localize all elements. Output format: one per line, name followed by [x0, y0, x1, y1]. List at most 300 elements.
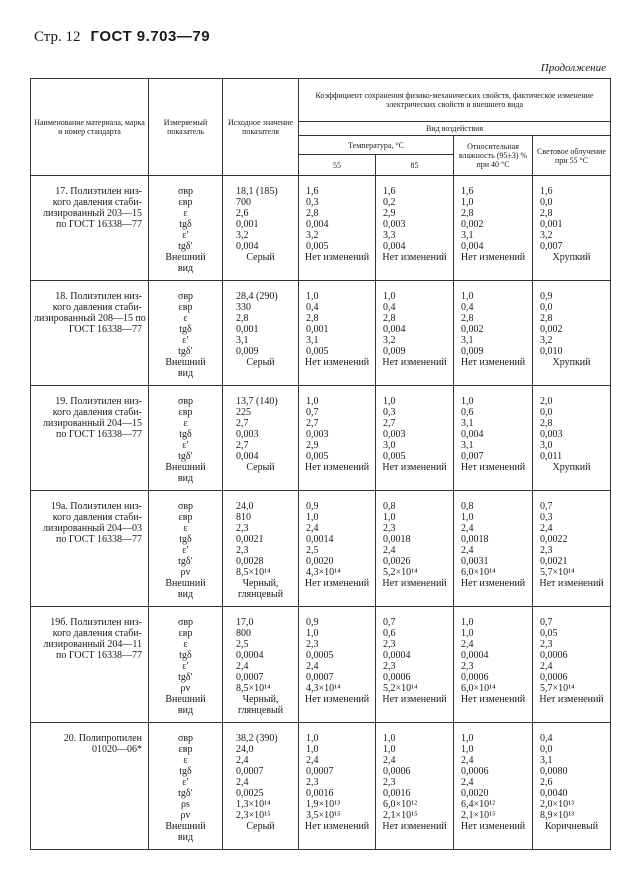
value-light-line: Нет изменений — [539, 694, 604, 705]
value-t85-line: 2,7 — [383, 418, 396, 429]
value-light-line: 2,0×10¹³ — [540, 799, 575, 810]
table-body — [31, 176, 611, 850]
value-t55-line: 1,0 — [306, 512, 319, 523]
value-humidity-line: 2,4 — [461, 777, 474, 788]
value-light-line: 5,7×10¹⁴ — [540, 683, 575, 694]
value-light-line: 0,001 — [540, 219, 563, 230]
value-t85-line: 0,0018 — [383, 534, 411, 545]
value-t55-line: 2,3 — [306, 639, 319, 650]
indicator-list-line: вид — [177, 473, 194, 484]
material-name-line: кого давления стаби- — [52, 512, 142, 523]
value-t85-line: Нет изменений — [382, 357, 447, 368]
material-name-line: по ГОСТ 16338—77 — [55, 650, 142, 661]
value-humidity-line: 2,1×10¹⁵ — [461, 810, 496, 821]
indicator-list-line: εвр — [178, 197, 193, 208]
value-t55 — [299, 723, 376, 850]
indicator-list — [149, 176, 223, 281]
header-light: Световое облучение при 55 °С — [533, 136, 611, 176]
initial-value-line: Серый — [246, 462, 275, 473]
initial-value-line: 17,0 — [236, 617, 254, 628]
initial-value-line: глянцевый — [237, 705, 284, 716]
value-humidity-line: Нет изменений — [460, 821, 526, 832]
value-t55-line: 2,8 — [306, 208, 319, 219]
table-row — [31, 176, 611, 281]
value-humidity-line: 0,009 — [461, 346, 484, 357]
value-light-line: Хрупкий — [552, 357, 591, 368]
value-light-line: 0,4 — [540, 733, 553, 744]
value-humidity-line: 6,0×10¹⁴ — [461, 683, 496, 694]
indicator-list-line: tgδ — [179, 429, 192, 440]
initial-value-line: 8,5×10¹⁴ — [236, 567, 271, 578]
value-t85-line: 2,3 — [383, 661, 396, 672]
indicator-list-line: ρs — [181, 799, 190, 810]
value-humidity — [454, 176, 533, 281]
value-humidity-line: 3,1 — [461, 418, 474, 429]
material-name-line: 01020—06* — [92, 744, 142, 755]
material-name-line: лизированный 208—15 по — [34, 313, 146, 324]
value-t55-line: 1,0 — [306, 744, 319, 755]
initial-value-line: 0,001 — [236, 324, 259, 335]
table-row — [31, 723, 611, 850]
value-humidity — [454, 281, 533, 386]
value-t55-line: 4,3×10¹⁴ — [306, 567, 341, 578]
value-t85-line: 3,2 — [383, 335, 396, 346]
value-humidity-line: 1,0 — [461, 617, 474, 628]
value-light-line: 3,0 — [540, 440, 553, 451]
value-t55-line: Нет изменений — [304, 578, 370, 589]
value-light-line: 2,6 — [540, 777, 553, 788]
material-name-line: кого давления стаби- — [52, 197, 142, 208]
material-name-line: лизированный 203—15 — [43, 208, 142, 219]
value-t55-line: 3,1 — [306, 335, 319, 346]
value-humidity-line: Нет изменений — [460, 357, 526, 368]
value-light-line: 0,0 — [540, 744, 553, 755]
initial-value-line: 2,6 — [236, 208, 249, 219]
value-humidity-line: 0,0031 — [461, 556, 489, 567]
indicator-list-line: вид — [177, 263, 194, 274]
value-light-line: 2,8 — [540, 418, 553, 429]
value-humidity-line: 1,0 — [461, 396, 474, 407]
value-light — [533, 176, 611, 281]
value-t85-line: 2,3 — [383, 523, 396, 534]
indicator-list-line: tgδ′ — [178, 241, 193, 252]
value-t85-line: 2,4 — [383, 545, 396, 556]
value-light-line: 0,0 — [540, 407, 553, 418]
material-name-line: по ГОСТ 16338—77 — [55, 534, 142, 545]
indicator-list-line: tgδ′ — [178, 451, 193, 462]
value-light-line: 3,2 — [540, 335, 553, 346]
indicator-list-line: Внешний — [165, 578, 206, 589]
initial-value — [223, 491, 299, 607]
value-humidity-line: 1,0 — [461, 744, 474, 755]
indicator-list-line: ε — [183, 208, 188, 219]
indicator-list — [149, 281, 223, 386]
value-t55 — [299, 176, 376, 281]
value-humidity-line: 0,0004 — [461, 650, 489, 661]
value-light-line: 0,7 — [540, 501, 553, 512]
value-humidity-line: 0,002 — [461, 219, 484, 230]
value-light-line: 5,7×10¹⁴ — [540, 567, 575, 578]
value-t85-line: Нет изменений — [382, 578, 447, 589]
initial-value — [223, 281, 299, 386]
value-t55-line: 2,5 — [306, 545, 319, 556]
value-light — [533, 723, 611, 850]
value-humidity-line: 3,1 — [461, 230, 474, 241]
value-light-line: 2,4 — [540, 523, 553, 534]
value-light-line: 2,0 — [540, 396, 553, 407]
initial-value-line: 800 — [236, 628, 251, 639]
value-humidity-line: 2,4 — [461, 523, 474, 534]
initial-value-line: глянцевый — [237, 589, 284, 600]
initial-value-line: 1,3×10¹⁴ — [236, 799, 271, 810]
material-name — [31, 386, 149, 491]
initial-value — [223, 176, 299, 281]
value-humidity-line: 3,1 — [461, 335, 474, 346]
material-name-line: 19. Полиэтилен низ- — [55, 396, 142, 407]
value-t55-line: Нет изменений — [304, 694, 370, 705]
initial-value-line: 0,0021 — [236, 534, 264, 545]
value-t85-line: 2,8 — [383, 313, 396, 324]
initial-value-line: 330 — [236, 302, 251, 313]
indicator-list-line: Внешний — [165, 694, 206, 705]
indicator-list-line: Внешний — [165, 821, 206, 832]
value-t55 — [299, 281, 376, 386]
indicator-list-line: tgδ′ — [178, 672, 193, 683]
initial-value-line: Серый — [246, 252, 275, 263]
initial-value — [223, 386, 299, 491]
value-light-line: 0,0021 — [540, 556, 568, 567]
page-number: Стр. 12 — [34, 29, 81, 45]
indicator-list-line: ρv — [180, 810, 191, 821]
value-light-line: 0,9 — [540, 291, 553, 302]
value-humidity-line: 2,8 — [461, 313, 474, 324]
value-light-line: Коричневый — [544, 821, 599, 832]
value-humidity-line: 0,4 — [461, 302, 474, 313]
value-humidity-line: 1,0 — [461, 512, 474, 523]
initial-value-line: 225 — [236, 407, 251, 418]
value-light-line: 2,3 — [540, 545, 553, 556]
value-t85-line: 1,0 — [383, 396, 396, 407]
material-name-line: лизированный 204—15 — [43, 418, 142, 429]
value-humidity-line: 2,4 — [461, 639, 474, 650]
value-t85-line: 0,005 — [383, 451, 406, 462]
material-name — [31, 491, 149, 607]
initial-value-line: 810 — [236, 512, 251, 523]
indicator-list-line: ρv — [180, 683, 191, 694]
value-t85-line: 0,7 — [383, 617, 396, 628]
value-t85 — [376, 491, 454, 607]
value-humidity-line: 2,4 — [461, 545, 474, 556]
value-t55-line: 2,4 — [306, 661, 319, 672]
value-t85 — [376, 723, 454, 850]
value-t85-line: 5,2×10¹⁴ — [383, 683, 418, 694]
value-t85-line: Нет изменений — [382, 694, 447, 705]
indicator-list-line: tgδ — [179, 766, 192, 777]
initial-value-line: 0,003 — [236, 429, 259, 440]
material-name — [31, 607, 149, 723]
value-t85-line: 0,0016 — [383, 788, 411, 799]
header-impact: Вид воздействия — [299, 122, 611, 136]
initial-value-line: 700 — [236, 197, 251, 208]
value-t55-line: 2,4 — [306, 523, 319, 534]
value-t55-line: 0,0007 — [306, 672, 334, 683]
value-light-line: 3,2 — [540, 230, 553, 241]
value-t85-line: 0,0026 — [383, 556, 411, 567]
value-light-line: 0,0022 — [540, 534, 568, 545]
initial-value-line: 38,2 (390) — [236, 733, 278, 744]
value-light-line: 0,0006 — [540, 650, 568, 661]
value-t55-line: 0,4 — [306, 302, 319, 313]
value-t55-line: 0,0005 — [306, 650, 334, 661]
value-humidity-line: 1,0 — [461, 197, 474, 208]
value-humidity-line: 0,004 — [461, 429, 484, 440]
value-light-line: 2,8 — [540, 208, 553, 219]
indicator-list — [149, 491, 223, 607]
value-t85 — [376, 386, 454, 491]
value-light-line: Нет изменений — [539, 578, 604, 589]
value-light — [533, 281, 611, 386]
indicator-list-line: вид — [177, 832, 194, 843]
value-light-line: 0,0 — [540, 197, 553, 208]
value-t55-line: 0,001 — [306, 324, 329, 335]
value-t85-line: 0,004 — [383, 324, 406, 335]
header-indicator: Измеряемый показатель — [149, 79, 223, 176]
indicator-list-line: σвр — [177, 186, 194, 197]
indicator-list-line: tgδ — [179, 534, 192, 545]
value-light-line: 8,9×10¹³ — [540, 810, 575, 821]
header-temperature: Температура, °С — [299, 136, 454, 155]
value-humidity-line: 2,3 — [461, 661, 474, 672]
initial-value-line: 2,4 — [236, 661, 249, 672]
value-t55-line: Нет изменений — [304, 462, 370, 473]
indicator-list-line: ρv — [180, 567, 191, 578]
value-t55-line: 1,6 — [306, 186, 319, 197]
value-t85-line: 0,2 — [383, 197, 396, 208]
value-t55-line: 1,0 — [306, 628, 319, 639]
initial-value-line: 0,0007 — [236, 672, 264, 683]
initial-value-line: 2,8 — [236, 313, 249, 324]
indicator-list-line: ε′ — [182, 230, 189, 241]
value-light-line: 0,7 — [540, 617, 553, 628]
value-t55-line: 2,4 — [306, 755, 319, 766]
indicator-list-line: ε — [183, 418, 188, 429]
value-humidity — [454, 723, 533, 850]
initial-value-line: 2,3×10¹⁵ — [236, 810, 271, 821]
value-humidity-line: 2,4 — [461, 755, 474, 766]
material-name-line: кого давления стаби- — [52, 407, 142, 418]
value-t85-line: 0,003 — [383, 219, 406, 230]
value-t85-line: 3,3 — [383, 230, 396, 241]
value-t85-line: 0,003 — [383, 429, 406, 440]
indicator-list-line: вид — [177, 589, 194, 600]
initial-value-line: 8,5×10¹⁴ — [236, 683, 271, 694]
continuation-label: Продолжение — [540, 62, 606, 74]
initial-value-line: 2,3 — [236, 523, 249, 534]
material-name-line: 18. Полиэтилен низ- — [55, 291, 142, 302]
value-humidity-line: 3,1 — [461, 440, 474, 451]
value-humidity-line: 0,0020 — [461, 788, 489, 799]
indicator-list-line: ε′ — [182, 545, 189, 556]
value-t85-line: 0,6 — [383, 628, 396, 639]
value-t85-line: 0,0006 — [383, 672, 411, 683]
indicator-list-line: εвр — [178, 744, 193, 755]
indicator-list-line: вид — [177, 368, 194, 379]
initial-value-line: 18,1 (185) — [236, 186, 278, 197]
value-light — [533, 386, 611, 491]
value-t85-line: 1,0 — [383, 291, 396, 302]
value-humidity-line: Нет изменений — [460, 462, 526, 473]
initial-value-line: 28,4 (290) — [236, 291, 278, 302]
value-t55-line: Нет изменений — [304, 252, 370, 263]
header-coefficient: Коэффициент сохранения физико-механических свойств, фактическое изменение электрических свойств и внешнего вида — [299, 79, 611, 122]
value-t55-line: 1,0 — [306, 291, 319, 302]
initial-value-line: 0,0028 — [236, 556, 264, 567]
value-light-line: 0,0006 — [540, 672, 568, 683]
initial-value-line: 0,009 — [236, 346, 259, 357]
value-t55-line: 0,9 — [306, 617, 319, 628]
material-name-line: 19а. Полиэтилен низ- — [50, 501, 142, 512]
material-name-line: 20. Полипропилен — [63, 733, 142, 744]
material-name-line: лизированный 204—11 — [43, 639, 142, 650]
indicator-list-line: εвр — [178, 302, 193, 313]
value-t55-line: 3,2 — [306, 230, 319, 241]
value-t85-line: 2,1×10¹⁵ — [383, 810, 418, 821]
value-light-line: 0,010 — [540, 346, 563, 357]
initial-value-line: 13,7 (140) — [236, 396, 278, 407]
header-humidity: Относительная влажность (95±3) % при 40 °С — [454, 136, 533, 176]
value-t55-line: 2,8 — [306, 313, 319, 324]
initial-value-line: 2,4 — [236, 755, 249, 766]
value-t55-line: 0,005 — [306, 241, 329, 252]
value-humidity-line: 0,0006 — [461, 766, 489, 777]
initial-value-line: 3,2 — [236, 230, 249, 241]
value-light-line: 0,0040 — [540, 788, 568, 799]
value-humidity-line: 1,0 — [461, 291, 474, 302]
indicator-list-line: Внешний — [165, 252, 206, 263]
value-humidity — [454, 386, 533, 491]
value-humidity — [454, 491, 533, 607]
indicator-list-line: tgδ — [179, 650, 192, 661]
indicator-list-line: σвр — [177, 617, 194, 628]
indicator-list-line: ε — [183, 639, 188, 650]
value-t55-line: 0,0020 — [306, 556, 334, 567]
indicator-list-line: Внешний — [165, 357, 206, 368]
indicator-list-line: σвр — [177, 733, 194, 744]
value-t55-line: Нет изменений — [304, 357, 370, 368]
material-name-line: ГОСТ 16338—77 — [68, 324, 142, 335]
initial-value — [223, 723, 299, 850]
material-name-line: 17. Полиэтилен низ- — [55, 186, 142, 197]
material-name — [31, 723, 149, 850]
value-light-line: 0,05 — [540, 628, 558, 639]
table-row — [31, 607, 611, 723]
value-t85-line: 3,0 — [383, 440, 396, 451]
indicator-list-line: εвр — [178, 407, 193, 418]
material-name-line: кого давления стаби- — [52, 302, 142, 313]
initial-value-line: 0,0025 — [236, 788, 264, 799]
value-t55-line: 0,0016 — [306, 788, 334, 799]
value-light-line: Хрупкий — [552, 252, 591, 263]
value-t55-line: 0,005 — [306, 346, 329, 357]
indicator-list-line: tgδ′ — [178, 346, 193, 357]
value-t55-line: 1,9×10¹³ — [306, 799, 341, 810]
initial-value-line: 0,004 — [236, 451, 259, 462]
value-humidity-line: 0,002 — [461, 324, 484, 335]
indicator-list-line: εвр — [178, 628, 193, 639]
value-t85-line: 5,2×10¹⁴ — [383, 567, 418, 578]
initial-value-line: 2,4 — [236, 777, 249, 788]
value-t85 — [376, 281, 454, 386]
value-t85-line: 2,3 — [383, 639, 396, 650]
value-humidity-line: 1,6 — [461, 186, 474, 197]
table-row — [31, 491, 611, 607]
indicator-list-line: ε′ — [182, 777, 189, 788]
value-t85-line: 1,6 — [383, 186, 396, 197]
value-light-line: 1,6 — [540, 186, 553, 197]
value-light-line: 0,0080 — [540, 766, 568, 777]
material-name-line: кого давления стаби- — [52, 628, 142, 639]
value-t55 — [299, 491, 376, 607]
value-t85-line: 0,4 — [383, 302, 396, 313]
value-t55-line: 0,9 — [306, 501, 319, 512]
value-humidity-line: 1,0 — [461, 733, 474, 744]
material-name — [31, 281, 149, 386]
indicator-list-line: tgδ — [179, 324, 192, 335]
value-humidity-line: 0,8 — [461, 501, 474, 512]
initial-value-line: 24,0 — [236, 501, 254, 512]
value-t55-line: 2,9 — [306, 440, 319, 451]
value-t55-line: 4,3×10¹⁴ — [306, 683, 341, 694]
value-t85-line: 2,3 — [383, 777, 396, 788]
indicator-list-line: σвр — [177, 291, 194, 302]
value-light-line: 0,3 — [540, 512, 553, 523]
value-humidity — [454, 607, 533, 723]
value-t85-line: 0,3 — [383, 407, 396, 418]
value-t55-line: Нет изменений — [304, 821, 370, 832]
value-t55-line: 0,7 — [306, 407, 319, 418]
value-t55-line: 2,3 — [306, 777, 319, 788]
initial-value-line: Серый — [246, 357, 275, 368]
value-light-line: 0,011 — [540, 451, 563, 462]
standard-number: ГОСТ 9.703—79 — [90, 28, 211, 45]
value-t85-line: 0,0006 — [383, 766, 411, 777]
initial-value-line: 2,5 — [236, 639, 249, 650]
value-t55-line: 0,0014 — [306, 534, 334, 545]
initial-value-line: 2,7 — [236, 418, 249, 429]
value-t85 — [376, 607, 454, 723]
value-t85-line: 0,8 — [383, 501, 396, 512]
value-humidity-line: 0,0018 — [461, 534, 489, 545]
value-t85-line: 1,0 — [383, 733, 396, 744]
value-light-line: 3,1 — [540, 755, 553, 766]
value-light-line: 2,8 — [540, 313, 553, 324]
value-humidity-line: 1,0 — [461, 628, 474, 639]
initial-value-line: 0,001 — [236, 219, 259, 230]
initial-value-line: Черный, — [242, 694, 279, 705]
initial-value-line: 0,0007 — [236, 766, 264, 777]
material-name-line: по ГОСТ 16338—77 — [55, 219, 142, 230]
indicator-list-line: ε — [183, 523, 188, 534]
value-t55-line: 0,004 — [306, 219, 329, 230]
value-t85-line: 2,9 — [383, 208, 396, 219]
value-t55-line: 1,0 — [306, 733, 319, 744]
indicator-list — [149, 607, 223, 723]
value-t85-line: 2,4 — [383, 755, 396, 766]
header-t55: 55 — [299, 155, 376, 176]
initial-value-line: 0,004 — [236, 241, 259, 252]
value-humidity-line: 0,0006 — [461, 672, 489, 683]
value-humidity-line: 6,4×10¹² — [461, 799, 496, 810]
